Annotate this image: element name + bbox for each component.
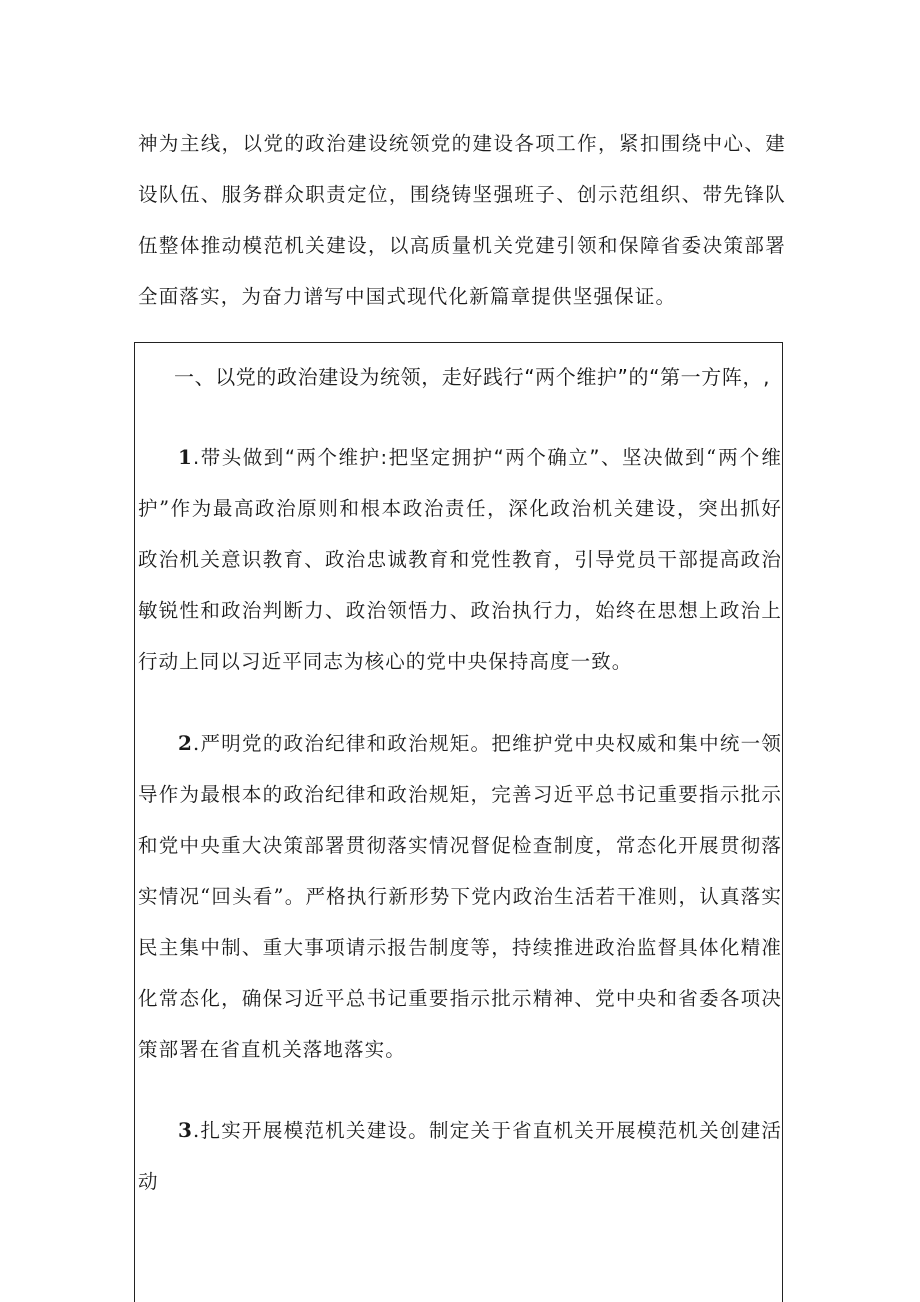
item-1-text [138, 432, 782, 687]
item-3-paragraph [138, 1105, 782, 1207]
item-1-number: 1 [178, 445, 194, 469]
item-2-body: .严明党的政治纪律和政治规矩。把维护党中央权威和集中统一领导作为最根本的政治纪律和政治规矩，完善习近平总书记重要指示批示和党中央重大决策部署贯彻落实情况督促检查制度，常态化开展贯彻落实情况“回头看”。严格执行新形势下党内政治生活若干准则，认真落实民主集中制、重大事项请示报告制度等，持续推进政治监督具体化精准化常态化，确保习近平总书记重要指示批示精神、党中央和省委各项决策部署在省直机关落地落实。 [138, 732, 782, 1061]
item-1-body: “两个维护”作为最高政治原则和根本政治责任，深化政治机关建设，突出抓好政治机关意识教育、政治忠诚教育和党性教育，引导党员干部提高政治敏锐性和政治判断力、政治领悟力、政治执行力，始终在思想上政治上行动上同以习近平同志为核心的党中央保持高度一致。 [138, 446, 782, 673]
item-1-paragraph [138, 432, 782, 687]
item-3-text [138, 1105, 782, 1207]
item-3-body: .扎实开展模范机关建设。制定关于省直机关开展模范机关创建活动 [138, 1119, 782, 1193]
item-2-text [138, 718, 782, 1075]
intro-paragraph [138, 118, 786, 322]
intro-text: 神为主线，以党的政治建设统领党的建设各项工作，紧扣围绕中心、建设队伍、服务群众职责定位，围绕铸坚强班子、创示范组织、带先锋队伍整体推动模范机关建设，以高质量机关党建引领和保障省委决策部署全面落实，为奋力谱写中国式现代化新篇章提供坚强保证。 [138, 132, 786, 308]
item-1-lead: .带头做到“两个维护:把坚定拥护“两个确立”、坚决做到 [193, 446, 707, 469]
item-2-number: 2 [178, 731, 194, 755]
item-3-number: 3 [178, 1118, 194, 1142]
item-2-paragraph [138, 718, 782, 1075]
section-heading: 一、以党的政治建设为统领，走好践行“两个维护”的“第一方阵，, [174, 365, 771, 389]
